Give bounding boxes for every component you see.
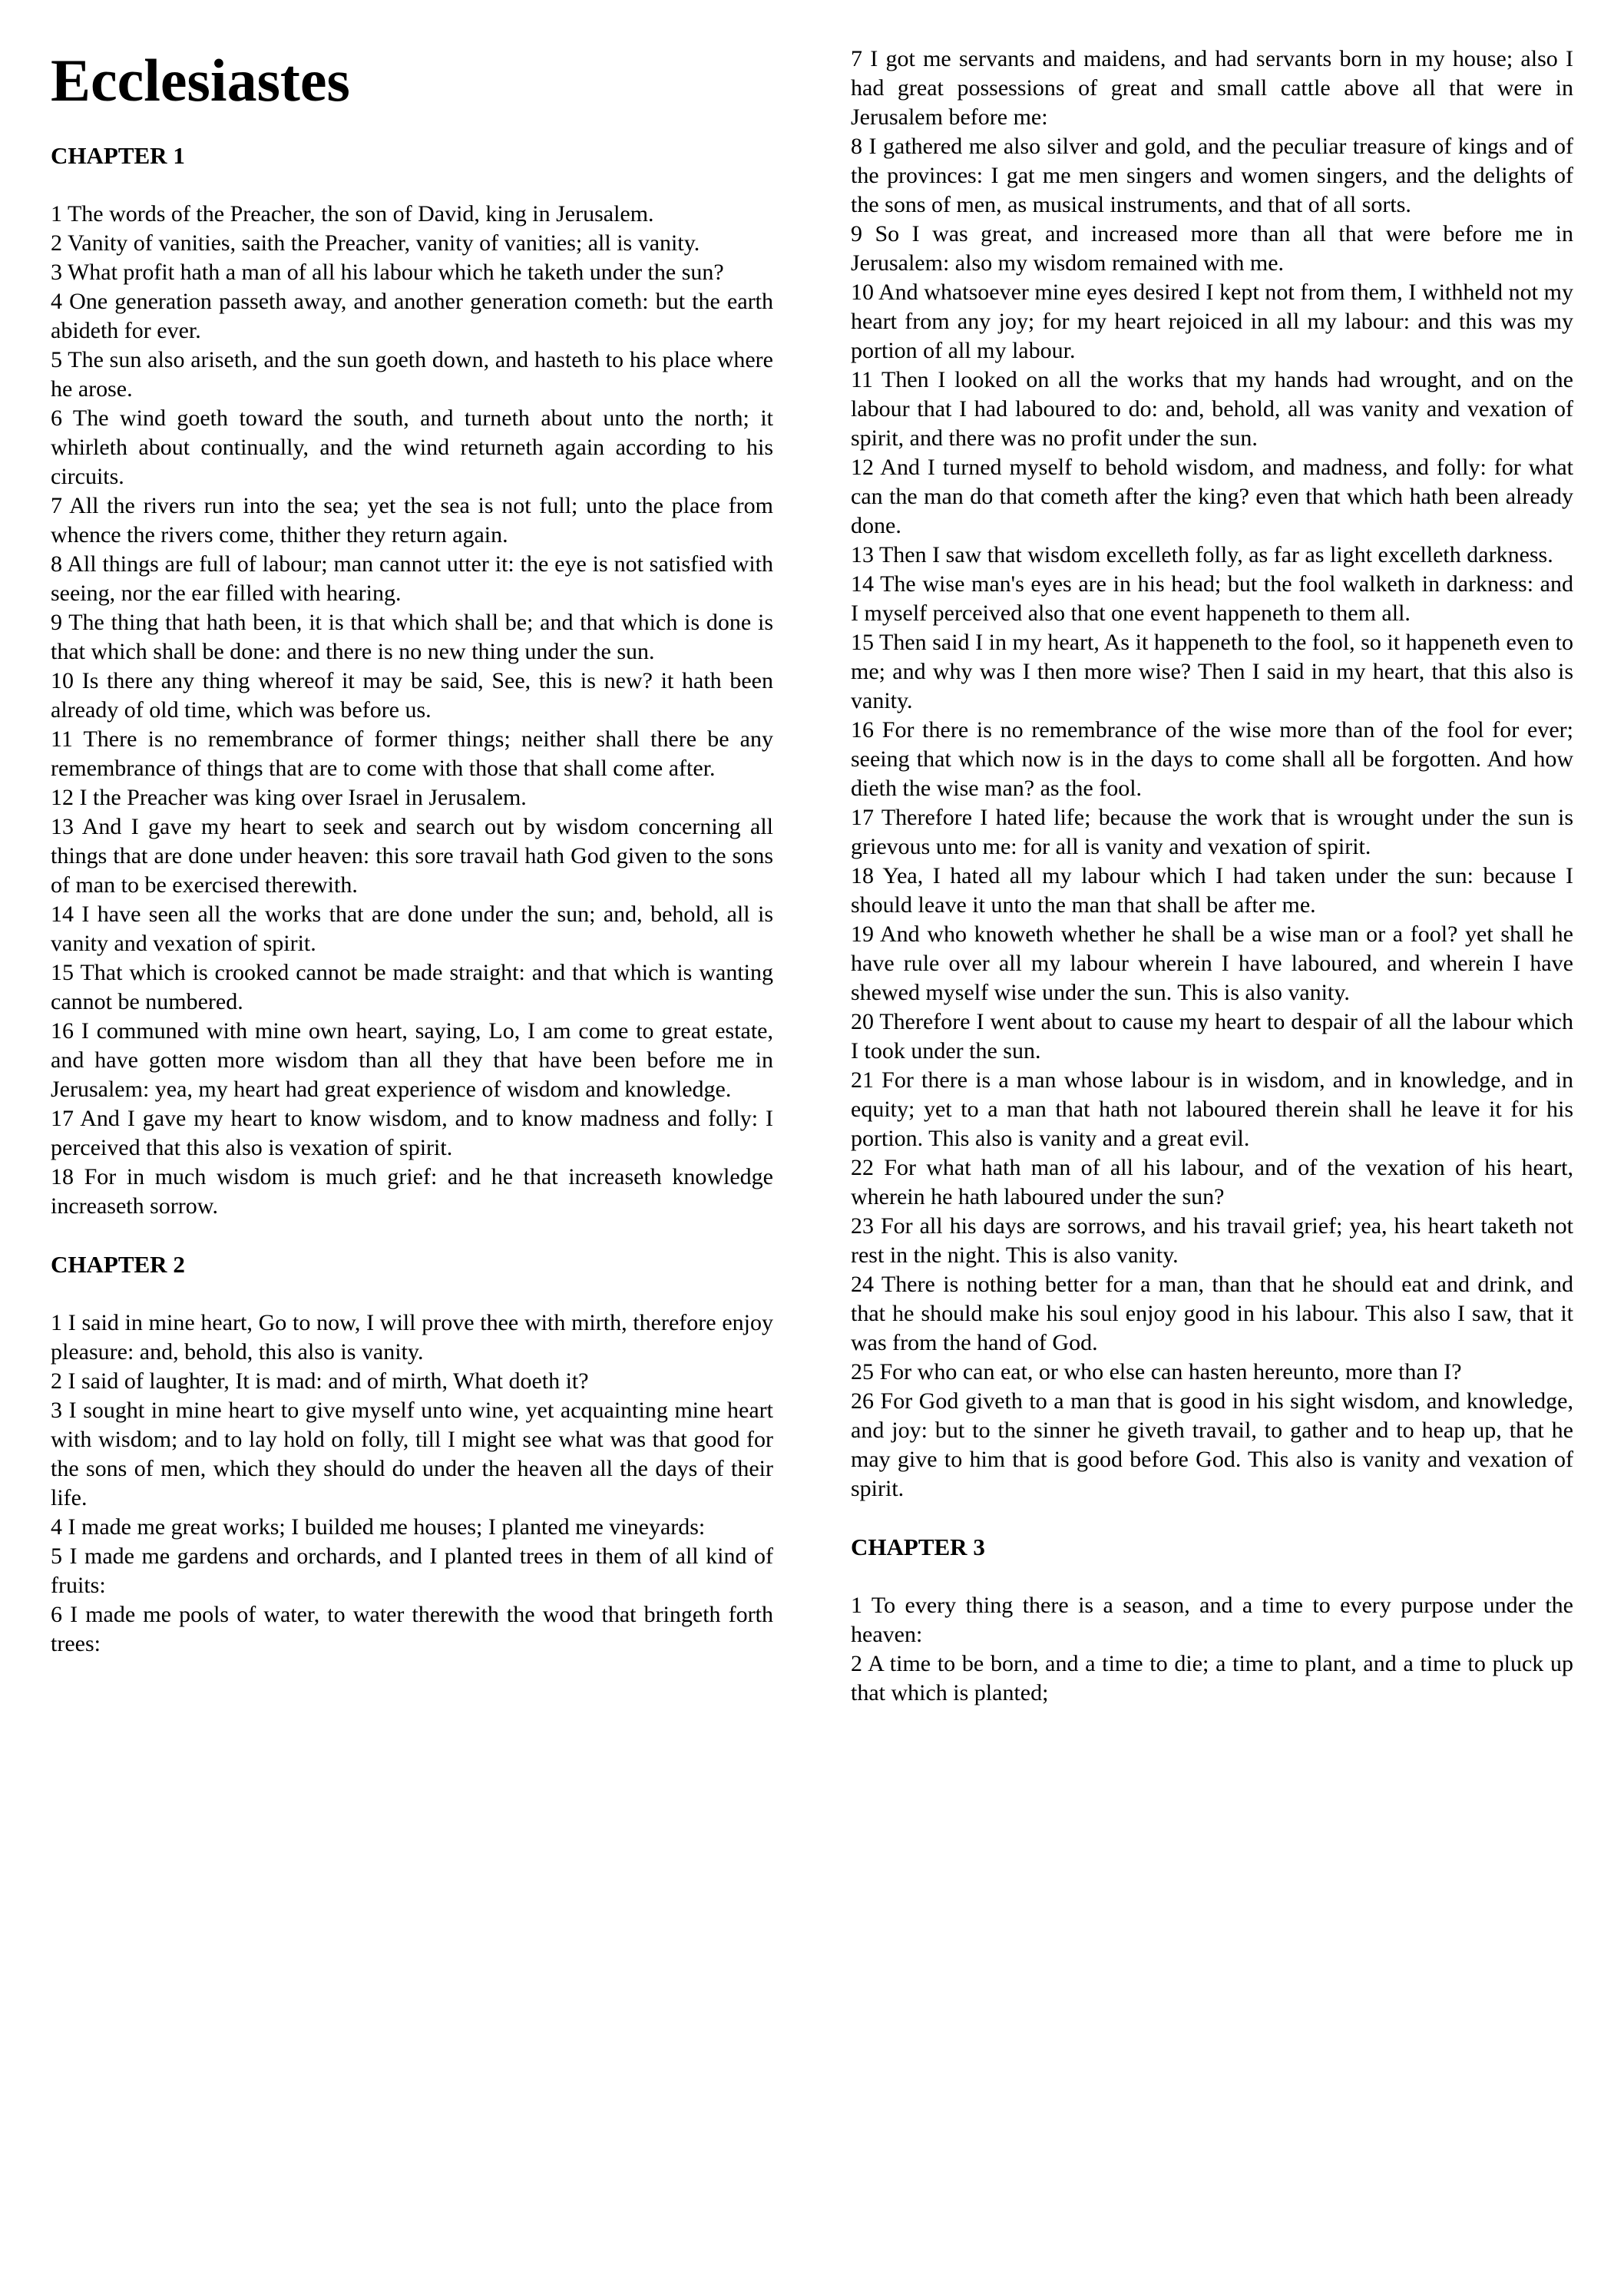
- verse: 21 For there is a man whose labour is in wisdom, and in knowledge, and in equity; yet to a man that hath not laboured therein shall he leave it for his portion. This also is vanity and a great evil.: [851, 1067, 1573, 1151]
- verse: 5 The sun also ariseth, and the sun goeth down, and hasteth to his place where he arose.: [51, 346, 773, 402]
- verse: 14 I have seen all the works that are done under the sun; and, behold, all is vanity and vexation of spirit.: [51, 901, 773, 956]
- right-column: [851, 45, 1573, 1708]
- verse: 4 One generation passeth away, and another generation cometh: but the earth abideth for ever.: [51, 288, 773, 343]
- verse: 19 And who knoweth whether he shall be a wise man or a fool? yet shall he have rule over all my labour wherein I have laboured, and wherein I have shewed myself wise under the sun. This is also vanity.: [851, 921, 1573, 1005]
- verse: 17 Therefore I hated life; because the work that is wrought under the sun is grievous unto me: for all is vanity and vexation of spirit.: [851, 805, 1573, 859]
- verse: 12 And I turned myself to behold wisdom, and madness, and folly: for what can the man do that cometh after the king? even that which hath been already done.: [851, 455, 1573, 538]
- verse: 16 For there is no remembrance of the wise more than of the fool for ever; seeing that which now is in the days to come shall all be forgotten. And how dieth the wise man? as the fool.: [851, 717, 1573, 801]
- verse: 2 A time to be born, and a time to die; a time to plant, and a time to pluck up that which is planted;: [851, 1651, 1573, 1705]
- verse: 18 Yea, I hated all my labour which I had taken under the sun: because I should leave it unto the man that shall be after me.: [851, 863, 1573, 918]
- verse: 2 I said of laughter, It is mad: and of mirth, What doeth it?: [51, 1368, 589, 1394]
- verse: 1 The words of the Preacher, the son of David, king in Jerusalem.: [51, 200, 654, 227]
- chapter-heading: CHAPTER 1: [51, 141, 185, 169]
- verse: 11 Then I looked on all the works that my hands had wrought, and on the labour that I had laboured to do: and, behold, all was vanity and vexation of spirit, and there was no profit under the sun.: [851, 367, 1573, 451]
- verse: 17 And I gave my heart to know wisdom, and to know madness and folly: I perceived that this also is vexation of spirit.: [51, 1105, 773, 1160]
- chapter-heading: CHAPTER 2: [51, 1250, 185, 1278]
- verse: 10 And whatsoever mine eyes desired I kept not from them, I withheld not my heart from any joy; for my heart rejoiced in all my labour: and this was my portion of all my labour.: [851, 280, 1573, 363]
- verse: 26 For God giveth to a man that is good in his sight wisdom, and knowledge, and joy: but to the sinner he giveth travail, to gather and to heap up, that he may give to him that is good before God. This also is vanity and vexation of spirit.: [851, 1388, 1573, 1501]
- verse: 20 Therefore I went about to cause my heart to despair of all the labour which I took under the sun.: [851, 1009, 1573, 1064]
- verse: 5 I made me gardens and orchards, and I planted trees in them of all kind of fruits:: [51, 1543, 773, 1598]
- verse: 7 All the rivers run into the sea; yet the sea is not full; unto the place from whence the rivers come, thither they return again.: [51, 492, 773, 548]
- verse: 10 Is there any thing whereof it may be said, See, this is new? it hath been already of old time, which was before us.: [51, 667, 773, 723]
- verse: 6 I made me pools of water, to water therewith the wood that bringeth forth trees:: [51, 1601, 773, 1656]
- chapter-heading: CHAPTER 3: [851, 1533, 985, 1560]
- verse: 22 For what hath man of all his labour, and of the vexation of his heart, wherein he hath laboured under the sun?: [851, 1155, 1573, 1209]
- verse: 11 There is no remembrance of former things; neither shall there be any remembrance of things that are to come with those that shall come after.: [51, 726, 773, 781]
- verse: 12 I the Preacher was king over Israel in Jerusalem.: [51, 784, 527, 810]
- verse: 16 I communed with mine own heart, saying, Lo, I am come to great estate, and have gotten more wisdom than all they that have been before me in Jerusalem: yea, my heart had great experience of wisdom and knowledge.: [51, 1017, 773, 1102]
- verse: 13 Then I saw that wisdom excelleth folly, as far as light excelleth darkness.: [851, 542, 1553, 567]
- document-title: Ecclesiastes: [51, 47, 350, 114]
- verse: 18 For in much wisdom is much grief: and he that increaseth knowledge increaseth sorrow.: [51, 1163, 773, 1219]
- verse: 2 Vanity of vanities, saith the Preacher, vanity of vanities; all is vanity.: [51, 230, 700, 256]
- verse: 8 All things are full of labour; man cannot utter it: the eye is not satisfied with seeing, nor the ear filled with hearing.: [51, 551, 773, 606]
- verse: 8 I gathered me also silver and gold, and the peculiar treasure of kings and of the provinces: I gat me men singers and women singers, and the delights of the sons of men, as musical instruments, and that of all sorts.: [851, 134, 1573, 217]
- verse: 15 That which is crooked cannot be made straight: and that which is wanting cannot be numbered.: [51, 959, 773, 1014]
- verse: 7 I got me servants and maidens, and had servants born in my house; also I had great possessions of great and small cattle above all that were in Jerusalem before me:: [851, 46, 1573, 130]
- verse: 1 To every thing there is a season, and a time to every purpose under the heaven:: [851, 1593, 1573, 1647]
- verse: 6 The wind goeth toward the south, and turneth about unto the north; it whirleth about continually, and the wind returneth again according to his circuits.: [51, 405, 773, 489]
- verse: 13 And I gave my heart to seek and search out by wisdom concerning all things that are done under heaven: this sore travail hath God given to the sons of man to be exercised therewith.: [51, 813, 773, 898]
- left-column: [51, 45, 773, 1659]
- verse: 25 For who can eat, or who else can hasten hereunto, more than I?: [851, 1359, 1462, 1385]
- two-column-layout: [51, 45, 1573, 1708]
- verse: 3 I sought in mine heart to give myself unto wine, yet acquainting mine heart with wisdom; and to lay hold on folly, till I might see what was that good for the sons of men, which they should do under the heaven all the days of their life.: [51, 1397, 773, 1510]
- verse: 15 Then said I in my heart, As it happeneth to the fool, so it happeneth even to me; and why was I then more wise? Then I said in my heart, that this also is vanity.: [851, 630, 1573, 713]
- verse: 24 There is nothing better for a man, than that he should eat and drink, and that he should make his soul enjoy good in his labour. This also I saw, that it was from the hand of God.: [851, 1272, 1573, 1355]
- verse: 4 I made me great works; I builded me houses; I planted me vineyards:: [51, 1514, 706, 1540]
- verse: 9 The thing that hath been, it is that which shall be; and that which is done is that which shall be done: and there is no new thing under the sun.: [51, 609, 773, 664]
- verse: 3 What profit hath a man of all his labour which he taketh under the sun?: [51, 259, 724, 285]
- verse: 9 So I was great, and increased more than all that were before me in Jerusalem: also my wisdom remained with me.: [851, 221, 1573, 276]
- verse: 14 The wise man's eyes are in his head; but the fool walketh in darkness: and I myself perceived also that one event happeneth to them all.: [851, 571, 1573, 626]
- verse: 23 For all his days are sorrows, and his travail grief; yea, his heart taketh not rest in the night. This is also vanity.: [851, 1213, 1573, 1268]
- verse: 1 I said in mine heart, Go to now, I will prove thee with mirth, therefore enjoy pleasure: and, behold, this also is vanity.: [51, 1309, 773, 1365]
